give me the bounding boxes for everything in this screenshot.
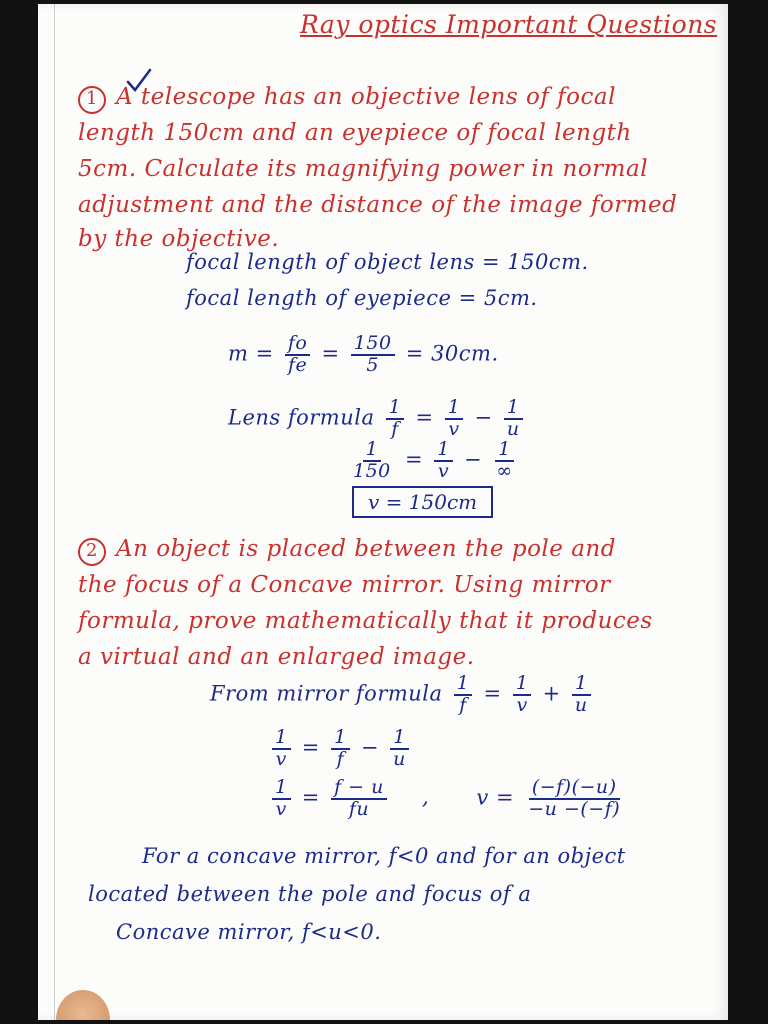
q2-line-1: 2 An object is placed between the pole and: [78, 536, 616, 566]
q1-line-3: 5cm. Calculate its magnifying power in normal: [78, 156, 649, 182]
magnification-equation: m = $\frac{fo}{fe}$ = $\frac{150}{5}$ = 30cm.: [228, 332, 499, 376]
q2-line-2: the focus of a Concave mirror. Using mirror: [78, 572, 611, 598]
q1-line-5: by the objective.: [78, 226, 280, 252]
q2-line-3: formula, prove mathematically that it produces: [78, 608, 653, 634]
v-expression: $\frac{1}{v}$ = $\frac{f - u}{fu}$ , v = $\frac{(-f)(-u)}{-u -(-f)}$: [268, 778, 627, 820]
fraction-fo-fe: $\frac{fo}{fe}$: [285, 334, 310, 376]
conclusion-line-1: For a concave mirror, f<0 and for an object: [142, 844, 626, 868]
q1-number: 1: [78, 86, 106, 114]
result-v-boxed: v = 150cm: [352, 486, 493, 518]
q1-line-1: 1 A telescope has an objective lens of focal: [78, 84, 616, 114]
conclusion-line-3: Concave mirror, f<u<0.: [116, 920, 382, 944]
q2-line-4: a virtual and an enlarged image.: [78, 644, 475, 670]
given-focal-objective: focal length of object lens = 150cm.: [186, 250, 589, 274]
conclusion-line-2: located between the pole and focus of a: [88, 882, 532, 906]
lens-formula: Lens formula $\frac{1}{f}$ = $\frac{1}{v}$ − $\frac{1}{u}$: [228, 398, 527, 440]
mirror-formula: From mirror formula $\frac{1}{f}$ = $\frac{1}{v}$ + $\frac{1}{u}$: [210, 674, 595, 716]
substituted-lens-formula: $\frac{1}{150}$ = $\frac{1}{v}$ − $\frac{1}{\infty}$: [353, 438, 513, 482]
given-focal-eyepiece: focal length of eyepiece = 5cm.: [186, 286, 538, 310]
q1-line-4: adjustment and the distance of the image formed: [78, 192, 678, 218]
notebook-page: [38, 4, 728, 1020]
page-title: Ray optics Important Questions: [300, 10, 718, 39]
fraction-150-5: $\frac{150}{5}$: [351, 334, 395, 376]
rearranged-mirror-formula: $\frac{1}{v}$ = $\frac{1}{f}$ − $\frac{1}{u}$: [268, 728, 413, 770]
thumb-edge: [56, 990, 110, 1020]
margin-line: [54, 4, 55, 1020]
q1-line-2: length 150cm and an eyepiece of focal length: [78, 120, 632, 146]
q2-number: 2: [78, 538, 106, 566]
